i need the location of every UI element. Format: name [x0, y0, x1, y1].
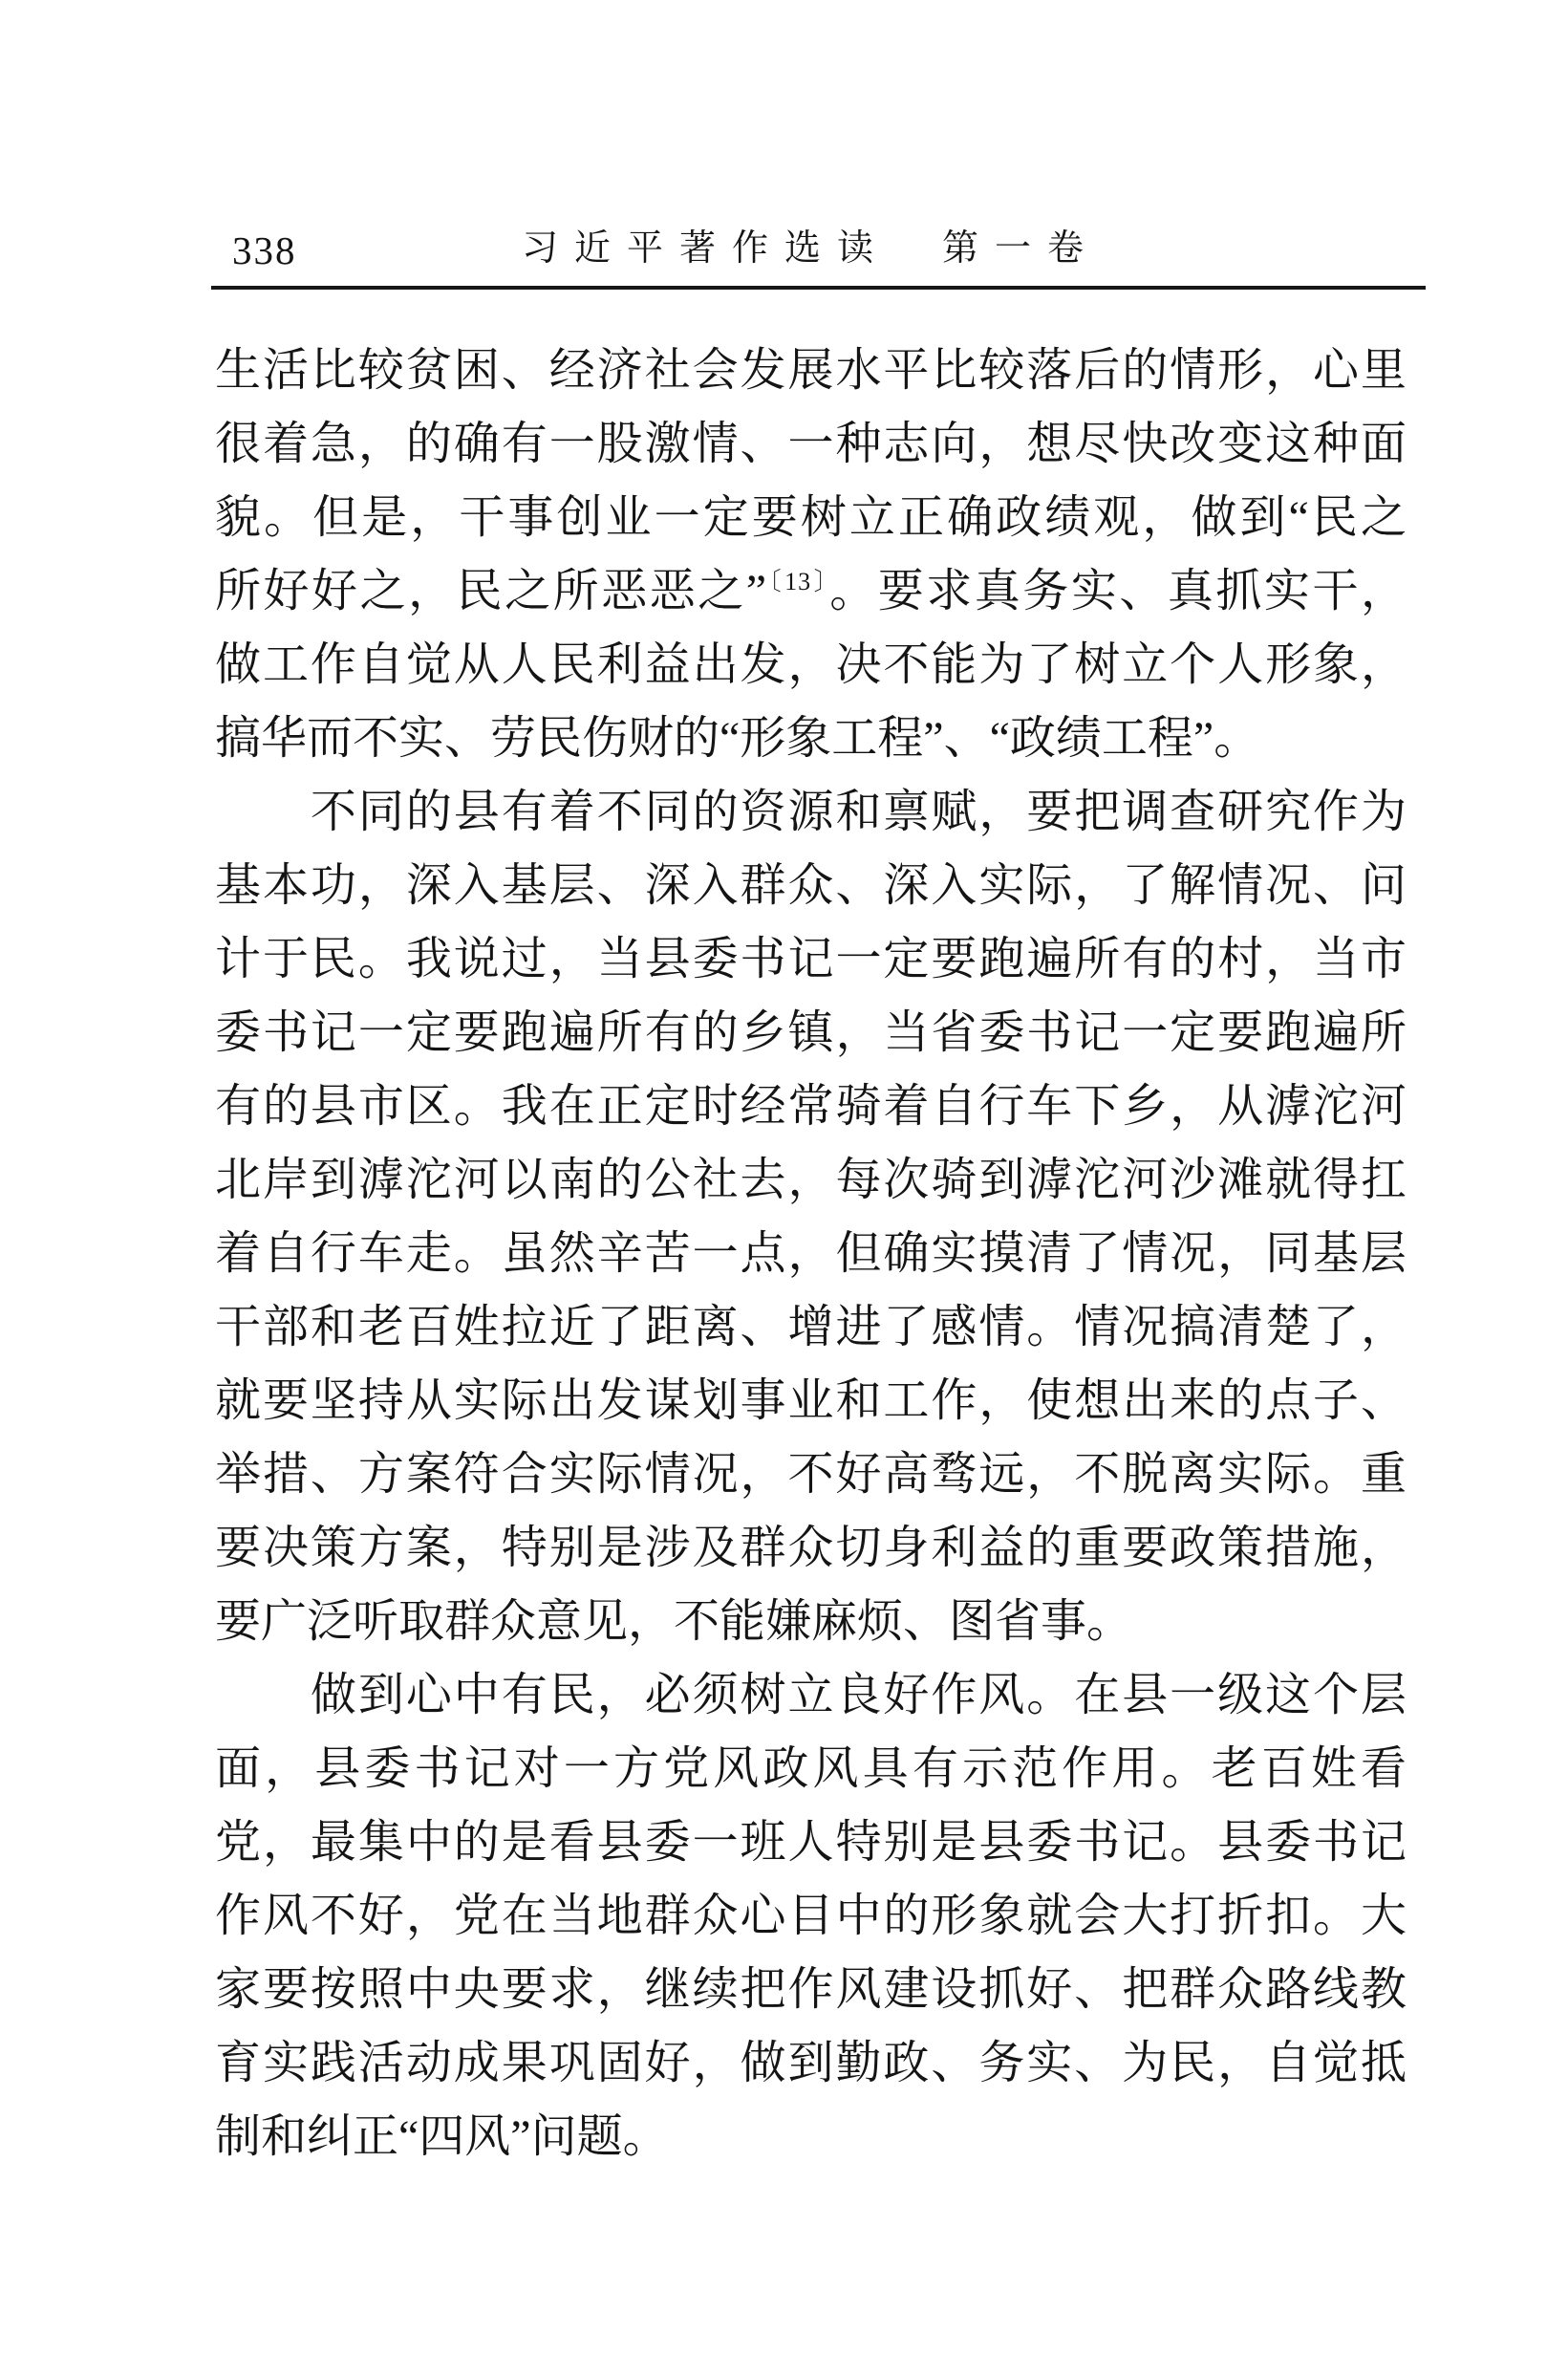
text-line: 面，县委书记对一方党风政风具有示范作用。老百姓看 [215, 1743, 1407, 1794]
text-line: 育实践活动成果巩固好，做到勤政、务实、为民，自觉抵 [215, 2038, 1407, 2088]
text-line: 北岸到滹沱河以南的公社去，每次骑到滹沱河沙滩就得扛 [215, 1155, 1407, 1205]
text-line: 很着急，的确有一股激情、一种志向，想尽快改变这种面 [215, 419, 1407, 469]
running-header [215, 226, 1407, 281]
text-line: 基本功，深入基层、深入群众、深入实际，了解情况、问 [215, 860, 1407, 911]
text-line: 作风不好，党在当地群众心目中的形象就会大打折扣。大 [215, 1891, 1407, 1941]
text-line: 做到心中有民，必须树立良好作风。在县一级这个层 [215, 1670, 1407, 1720]
book-title: 习近平著作选读 第一卷 [521, 228, 1100, 269]
text-segment: 。要求真务实、真抓实干， [829, 566, 1407, 616]
page-number: 338 [232, 228, 297, 272]
text-line: 不同的县有着不同的资源和禀赋，要把调查研究作为 [215, 787, 1407, 837]
header-rule [211, 286, 1426, 290]
text-segment: 所好好之，民之所恶恶之” [215, 566, 767, 616]
text-line: 委书记一定要跑遍所有的乡镇，当省委书记一定要跑遍所 [215, 1007, 1407, 1058]
text-line: 计于民。我说过，当县委书记一定要跑遍所有的村，当市 [215, 934, 1407, 984]
text-line: 要广泛听取群众意见，不能嫌麻烦、图省事。 [215, 1596, 1133, 1647]
text-line: 貌。但是，干事创业一定要树立正确政绩观，做到“民之 [215, 492, 1407, 543]
text-line-with-footnote [215, 554, 1407, 628]
text-line: 干部和老百姓拉近了距离、增进了感情。情况搞清楚了， [215, 1302, 1407, 1352]
text-line: 着自行车走。虽然辛苦一点，但确实摸清了情况，同基层 [215, 1228, 1407, 1279]
text-line: 生活比较贫困、经济社会发展水平比较落后的情形，心里 [215, 345, 1407, 396]
text-line: 要决策方案，特别是涉及群众切身利益的重要政策措施， [215, 1523, 1407, 1573]
text-line: 做工作自觉从人民利益出发，决不能为了树立个人形象， [215, 639, 1407, 690]
footnote-marker: 〔13〕 [766, 568, 830, 595]
body-text [215, 334, 1407, 2173]
text-line: 党，最集中的是看县委一班人特别是县委书记。县委书记 [215, 1817, 1407, 1868]
text-line: 搞华而不实、劳民伤财的“形象工程”、“政绩工程”。 [215, 713, 1260, 764]
text-line: 举措、方案符合实际情况，不好高骛远，不脱离实际。重 [215, 1449, 1407, 1500]
text-line: 家要按照中央要求，继续把作风建设抓好、把群众路线教 [215, 1964, 1407, 2015]
text-line: 制和纠正“四风”问题。 [215, 2111, 669, 2162]
text-line: 有的县市区。我在正定时经常骑着自行车下乡，从滹沱河 [215, 1081, 1407, 1132]
text-line: 就要坚持从实际出发谋划事业和工作，使想出来的点子、 [215, 1375, 1407, 1426]
